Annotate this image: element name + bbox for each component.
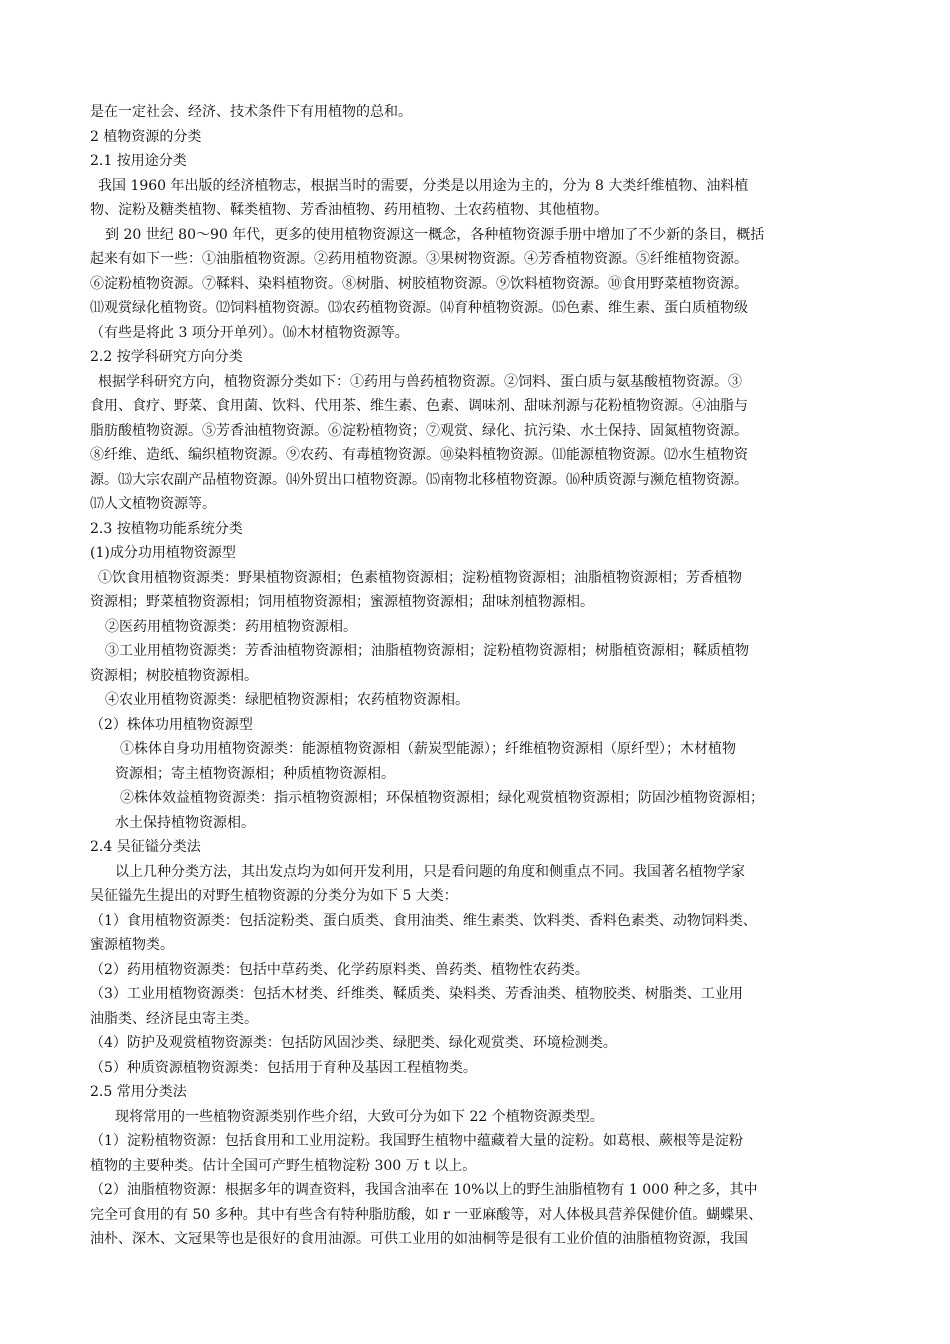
text-line: （5）种质资源植物资源类：包括用于育种及基因工程植物类。	[90, 1059, 477, 1076]
text-line: ⑾观赏绿化植物资。⑿饲料植物资源。⒀农药植物资源。⒁育种植物资源。⒂色素、维生素、蛋白质植物级	[90, 300, 748, 316]
text-line: ②医药用植物资源类：药用植物资源相。	[105, 618, 357, 635]
text-line: 根据学科研究方向，植物资源分类如下：①药用与兽药植物资源。②饲料、蛋白质与氨基酸植物资源。③	[98, 373, 742, 390]
text-line: （2）油脂植物资源：根据多年的调查资料，我国含油率在 10%以上的野生油脂植物有 1 000 种之多，其中	[90, 1182, 758, 1198]
text-line: ①株体自身功用植物资源类：能源植物资源相（薪炭型能源）；纤维植物资源相（原纤型）；木材植物	[120, 741, 736, 757]
text-line: 油脂类、经济昆虫寄主类。	[90, 1010, 258, 1027]
text-line: ⒄人文植物资源等。	[90, 496, 216, 512]
text-line: 起来有如下一些：①油脂植物资源。②药用植物资源。③果树物资源。④芳香植物资源。⑤纤维植物资源。	[90, 251, 748, 267]
text-line: (1)成分功用植物资源型	[90, 545, 236, 561]
text-line: 源。⒀大宗农副产品植物资源。⒁外贸出口植物资源。⒂南物北移植物资源。⒃种质资源与濒危植物资源。	[90, 471, 748, 488]
text-line: （1）食用植物资源类：包括淀粉类、蛋白质类、食用油类、维生素类、饮料类、香料色素类、动物饲料类、	[90, 912, 757, 929]
text-line: （3）工业用植物资源类：包括木材类、纤维类、鞣质类、染料类、芳香油类、植物胶类、树脂类、工业用	[90, 986, 743, 1002]
text-line: 以上几种分类方法，其出发点均为如何开发利用，只是看问题的角度和侧重点不同。我国著名植物学家	[115, 863, 745, 880]
document-body	[90, 100, 890, 1252]
text-line: 吴征镒先生提出的对野生植物资源的分类分为如下 5 大类：	[90, 888, 458, 904]
text-line: ②株体效益植物资源类：指示植物资源相；环保植物资源相；绿化观赏植物资源相；防固沙植物资源相；	[120, 790, 764, 806]
text-line: 完全可食用的有 50 多种。其中有些含有特种脂肪酸，如 r 一亚麻酸等，对人体极具营养保健价值。蝴蝶果、	[90, 1206, 763, 1223]
text-line: 资源相；树胶植物资源相。	[90, 667, 258, 684]
text-line: 是在一定社会、经济、技术条件下有用植物的总和。	[90, 104, 412, 120]
document-page	[90, 100, 890, 1252]
text-line: 食用、食疗、野菜、食用菌、饮料、代用茶、维生素、色素、调味剂、甜味剂源与花粉植物资源。④油脂与	[90, 398, 748, 414]
text-line: ⑧纤维、造纸、编织植物资源。⑨农药、有毒植物资源。⑩染料植物资源。⑾能源植物资源。⑿水生植物资	[90, 447, 748, 463]
text-line: 物、淀粉及糖类植物、鞣类植物、芳香油植物、药用植物、土农药植物、其他植物。	[90, 202, 608, 218]
text-line: 现将常用的一些植物资源类别作些介绍，大致可分为如下 22 个植物资源类型。	[115, 1108, 604, 1125]
text-line: 2 植物资源的分类	[90, 128, 202, 145]
text-line: （2）株体功用植物资源型	[90, 716, 253, 733]
text-line: ④农业用植物资源类：绿肥植物资源相；农药植物资源相。	[105, 692, 469, 708]
text-line: 我国 1960 年出版的经济植物志，根据当时的需要，分类是以用途为主的，分为 8 大类纤维植物、油料植	[98, 177, 749, 194]
text-line: 资源相；野菜植物资源相；饲用植物资源相；蜜源植物资源相；甜味剂植物源相。	[90, 594, 594, 610]
text-line: 资源相；寄主植物资源相；种质植物资源相。	[115, 765, 395, 782]
text-line: （有些是将此 3 项分开单列）。⒃木材植物资源等。	[90, 324, 409, 341]
text-line: 植物的主要种类。估计全国可产野生植物淀粉 300 万 t 以上。	[90, 1157, 477, 1174]
text-line: 2.2 按学科研究方向分类	[90, 349, 243, 365]
text-line: 2.5 常用分类法	[90, 1084, 187, 1100]
text-line: （2）药用植物资源类：包括中草药类、化学药原料类、兽药类、植物性农药类。	[90, 961, 589, 978]
text-line: 到 20 世纪 80～90 年代，更多的使用植物资源这一概念，各种植物资源手册中增加了不少新的条目，概括	[105, 226, 765, 243]
text-line: 油朴、深木、文冠果等也是很好的食用油源。可供工业用的如油桐等是很有工业价值的油脂植物资源，我国	[90, 1231, 748, 1247]
text-line: 2.3 按植物功能系统分类	[90, 520, 243, 537]
text-line: 2.4 吴征镒分类法	[90, 839, 201, 855]
text-line: （4）防护及观赏植物资源类：包括防风固沙类、绿肥类、绿化观赏类、环境检测类。	[90, 1035, 617, 1051]
text-line: ①饮食用植物资源类：野果植物资源相；色素植物资源相；淀粉植物资源相；油脂植物资源相；芳香植物	[98, 569, 742, 586]
text-line: ③工业用植物资源类：芳香油植物资源相；油脂植物资源相；淀粉植物资源相；树脂植资源相；鞣质植物	[105, 643, 749, 659]
text-line: ⑥淀粉植物资源。⑦鞣料、染料植物资。⑧树脂、树胶植物资源。⑨饮料植物资源。⑩食用野菜植物资源。	[90, 275, 748, 292]
text-line: 水土保持植物资源相。	[115, 814, 255, 831]
text-line: 2.1 按用途分类	[90, 153, 187, 169]
text-line: 脂肪酸植物资源。⑤芳香油植物资源。⑥淀粉植物资；⑦观赏、绿化、抗污染、水土保持、固氮植物资源。	[90, 422, 748, 439]
text-line: 蜜源植物类。	[90, 937, 174, 953]
text-line: （1）淀粉植物资源：包括食用和工业用淀粉。我国野生植物中蕴藏着大量的淀粉。如葛根、蕨根等是淀粉	[90, 1133, 743, 1149]
